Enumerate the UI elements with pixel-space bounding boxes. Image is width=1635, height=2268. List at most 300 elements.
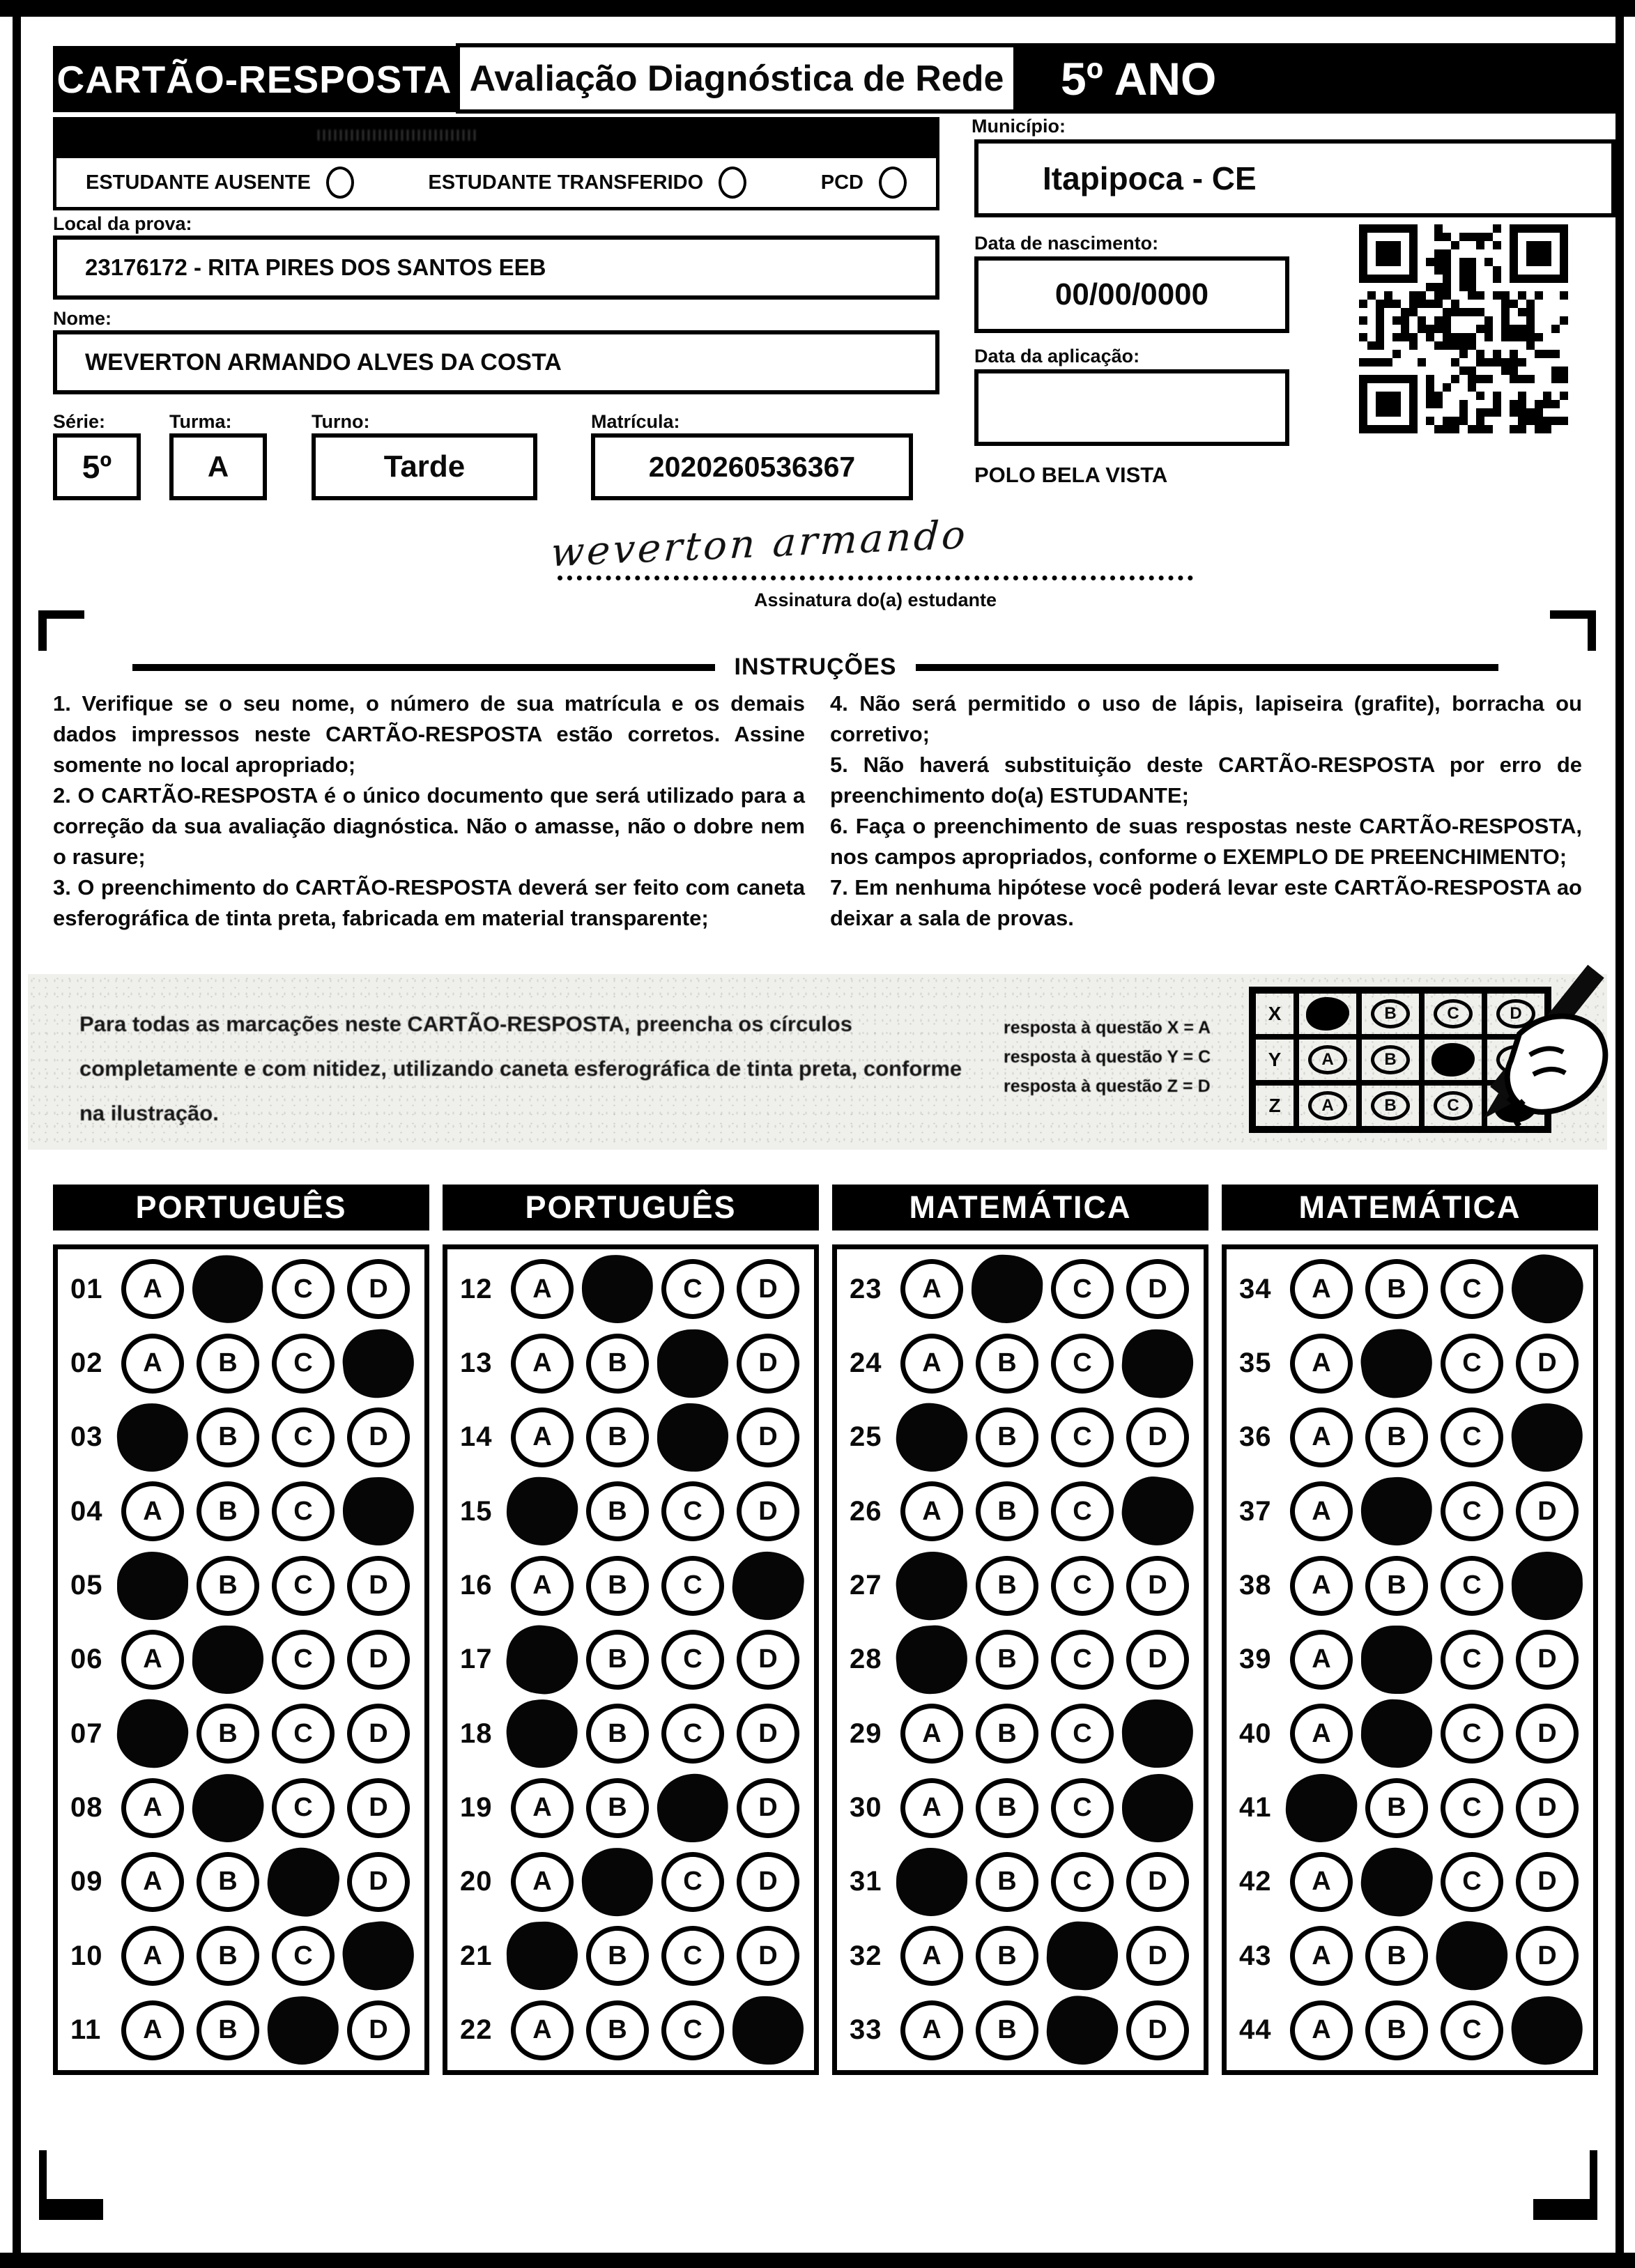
- bubble-marked-A[interactable]: [115, 1401, 191, 1474]
- option-cell: [580, 1926, 655, 1986]
- option-cell: [969, 1926, 1045, 1986]
- bubble-D[interactable]: D: [1126, 1852, 1189, 1912]
- bubble-C[interactable]: C: [1051, 1852, 1114, 1912]
- bubble-D[interactable]: D: [347, 1259, 410, 1319]
- bubble-marked-B[interactable]: [1361, 1626, 1432, 1694]
- bubble-B[interactable]: B: [586, 1778, 649, 1838]
- serie-label: Série:: [53, 411, 106, 432]
- option-cell: [580, 1848, 655, 1916]
- signature-dotted-line: [558, 576, 1193, 580]
- bubble-C[interactable]: C: [661, 1852, 724, 1912]
- bubble-marked-A[interactable]: [896, 1847, 968, 1917]
- example-option-cell: [1296, 1083, 1359, 1129]
- bubble-C[interactable]: C: [1441, 1852, 1503, 1912]
- bubble-marked-A[interactable]: [1284, 1771, 1360, 1844]
- option-cell: [190, 1255, 266, 1323]
- option-cell: [1510, 1481, 1585, 1541]
- bubble-marked-D[interactable]: [1508, 1400, 1586, 1475]
- question-row: [1239, 1848, 1593, 1916]
- bubble-D[interactable]: D: [737, 1926, 799, 1986]
- bubble-A[interactable]: A: [121, 1778, 184, 1838]
- bubble-A[interactable]: A: [511, 1259, 574, 1319]
- question-number: 36: [1239, 1421, 1272, 1453]
- bubble-A[interactable]: A: [511, 2000, 574, 2060]
- bubble-marked-C[interactable]: [265, 1993, 341, 2067]
- instructions-left-column: [53, 688, 805, 934]
- local-da-prova-label: Local da prova:: [53, 213, 192, 234]
- bubble-marked-C[interactable]: [1045, 1920, 1120, 1992]
- option-cell: [655, 1852, 730, 1912]
- bubble-marked-B[interactable]: [191, 1624, 264, 1695]
- bubble-C[interactable]: C: [1441, 2000, 1503, 2060]
- option-cell: [341, 2000, 416, 2060]
- bubble-B[interactable]: B: [586, 1481, 649, 1541]
- bubble-D[interactable]: D: [347, 1778, 410, 1838]
- option-cell: [190, 1481, 266, 1541]
- bubble-marked-C[interactable]: [1432, 1918, 1512, 1995]
- bubble-B[interactable]: B: [976, 1630, 1038, 1690]
- bubble-marked-A[interactable]: [893, 1623, 970, 1697]
- bubble-marked-B[interactable]: [189, 1771, 267, 1846]
- option-cell: [190, 2000, 266, 2060]
- bubble-marked-A[interactable]: [117, 1552, 188, 1620]
- instructions-right-column: [830, 688, 1582, 934]
- bubble-A[interactable]: A: [900, 1704, 963, 1764]
- bubble-D[interactable]: D: [1516, 1926, 1579, 1986]
- bubble-C[interactable]: C: [1441, 1481, 1503, 1541]
- option-cell: [969, 1556, 1045, 1616]
- option-cell: [730, 1704, 806, 1764]
- bubble-B[interactable]: B: [197, 1481, 259, 1541]
- option-cell: [1045, 1481, 1120, 1541]
- bubble-A[interactable]: A: [511, 1334, 574, 1394]
- status-option-circle[interactable]: [719, 167, 746, 199]
- bubble-C[interactable]: C: [1051, 1334, 1114, 1394]
- option-cell: [894, 1926, 969, 1986]
- option-cell: [730, 1996, 806, 2065]
- option-cell: [505, 1556, 580, 1616]
- bubble-C[interactable]: C: [272, 1630, 335, 1690]
- bubble-A[interactable]: A: [511, 1852, 574, 1912]
- bubble-marked-D[interactable]: [1118, 1473, 1198, 1550]
- option-cell: [1120, 1852, 1195, 1912]
- option-cell: [730, 1407, 806, 1467]
- option-cell: [1045, 1630, 1120, 1690]
- question-number: 39: [1239, 1644, 1272, 1675]
- bubble-A[interactable]: A: [900, 2000, 963, 2060]
- corner-mark-bottom-left: [39, 2150, 103, 2220]
- bubble-D[interactable]: D: [347, 1556, 410, 1616]
- bubble-B[interactable]: B: [1365, 1407, 1428, 1467]
- instructions-rule-left: [132, 664, 715, 671]
- option-cell: [730, 1552, 806, 1620]
- option-cell: [1045, 1922, 1120, 1990]
- bubble-D[interactable]: D: [1516, 1778, 1579, 1838]
- bubble-marked-B[interactable]: [970, 1254, 1043, 1325]
- bubble-marked-D[interactable]: [1121, 1773, 1194, 1843]
- option-cell: [969, 1334, 1045, 1394]
- bubble-marked-D[interactable]: [1120, 1327, 1196, 1400]
- bubble-D[interactable]: D: [1126, 1556, 1189, 1616]
- bubble-B[interactable]: B: [976, 1556, 1038, 1616]
- option-cell: [580, 1407, 655, 1467]
- polo-label: POLO BELA VISTA: [974, 463, 1168, 487]
- bubble-B[interactable]: B: [197, 2000, 259, 2060]
- bubble-marked-A[interactable]: [502, 1621, 581, 1698]
- bubble-B[interactable]: B: [197, 1334, 259, 1394]
- scan-edge-bottom: [0, 2253, 1635, 2268]
- option-cell: [655, 1259, 730, 1319]
- status-option-circle[interactable]: [326, 167, 354, 199]
- bubble-B[interactable]: B: [197, 1407, 259, 1467]
- option-cell: [505, 1407, 580, 1467]
- bubble-D[interactable]: D: [737, 1481, 799, 1541]
- instruction-item: 3. O preenchimento do CARTÃO-RESPOSTA deverá ser feito com caneta esferográfica de tinta preta, fabricada em material transparente;: [53, 875, 805, 930]
- municipio-value: Itapipoca - CE: [974, 139, 1615, 217]
- bubble-C[interactable]: C: [272, 1407, 335, 1467]
- bubble-A[interactable]: A: [1290, 1407, 1353, 1467]
- bubble-B[interactable]: B: [197, 1556, 259, 1616]
- question-number: 16: [460, 1570, 493, 1601]
- option-cell: [1359, 1778, 1434, 1838]
- question-row: [70, 1848, 424, 1916]
- example-bubble-B: B: [1371, 1045, 1410, 1074]
- bubble-D[interactable]: D: [1126, 1259, 1189, 1319]
- question-number: 17: [460, 1644, 493, 1675]
- bubble-B[interactable]: B: [1365, 1778, 1428, 1838]
- option-cell: [1434, 1334, 1510, 1394]
- bubble-D[interactable]: D: [1516, 1852, 1579, 1912]
- question-number: 32: [850, 1940, 882, 1971]
- bubble-marked-A[interactable]: [115, 1697, 191, 1771]
- option-cell: [1045, 1852, 1120, 1912]
- scan-edge-left: [13, 0, 21, 2268]
- example-bubble-D: D: [1496, 999, 1535, 1028]
- bubble-A[interactable]: A: [511, 1407, 574, 1467]
- option-cell: [1359, 1407, 1434, 1467]
- option-cell: [115, 1403, 190, 1472]
- bubble-A[interactable]: A: [1290, 1852, 1353, 1912]
- bubble-C[interactable]: C: [1051, 1481, 1114, 1541]
- bubble-D[interactable]: D: [1126, 2000, 1189, 2060]
- bubble-C[interactable]: C: [272, 1778, 335, 1838]
- bubble-marked-D[interactable]: [1121, 1698, 1195, 1770]
- option-cell: [341, 1922, 416, 1990]
- option-cell: [1359, 1699, 1434, 1768]
- question-number: 24: [850, 1348, 882, 1379]
- question-row: [70, 1699, 424, 1768]
- bubble-marked-D[interactable]: [1507, 1251, 1586, 1327]
- example-bubble-C: C: [1434, 999, 1473, 1028]
- question-row: [850, 1403, 1204, 1472]
- option-cell: [115, 1552, 190, 1620]
- bubble-A[interactable]: A: [900, 1334, 963, 1394]
- bubble-marked-A[interactable]: [892, 1548, 971, 1624]
- bubble-A[interactable]: A: [121, 2000, 184, 2060]
- bubble-A[interactable]: A: [900, 1481, 963, 1541]
- option-cell: [969, 1255, 1045, 1323]
- bubble-C[interactable]: C: [1051, 1259, 1114, 1319]
- question-number: 09: [70, 1866, 103, 1897]
- bubble-B[interactable]: B: [976, 1778, 1038, 1838]
- question-row: [460, 1626, 814, 1694]
- bubble-B[interactable]: B: [197, 1852, 259, 1912]
- bubble-A[interactable]: A: [1290, 1630, 1353, 1690]
- bubble-marked-A[interactable]: [505, 1476, 580, 1548]
- bubble-C[interactable]: C: [661, 1704, 724, 1764]
- bubble-marked-C[interactable]: [657, 1329, 729, 1398]
- option-cell: [969, 1407, 1045, 1467]
- bubble-D[interactable]: D: [737, 1704, 799, 1764]
- bubble-C[interactable]: C: [272, 1704, 335, 1764]
- option-cell: [341, 1704, 416, 1764]
- option-cell: [505, 2000, 580, 2060]
- bubble-D[interactable]: D: [1126, 1630, 1189, 1690]
- bubble-D[interactable]: D: [737, 1259, 799, 1319]
- turma-value: A: [169, 433, 267, 500]
- question-row: [70, 1255, 424, 1323]
- bubble-C[interactable]: C: [661, 1259, 724, 1319]
- status-row: [53, 155, 939, 210]
- option-cell: [1284, 1556, 1359, 1616]
- bubble-B[interactable]: B: [976, 1407, 1038, 1467]
- bubble-A[interactable]: A: [511, 1556, 574, 1616]
- answer-section-title: MATEMÁTICA: [1222, 1185, 1598, 1231]
- bubble-B[interactable]: B: [976, 1481, 1038, 1541]
- bubble-B[interactable]: B: [1365, 1926, 1428, 1986]
- bubble-B[interactable]: B: [976, 1852, 1038, 1912]
- bubble-C[interactable]: C: [661, 1926, 724, 1986]
- matricula-value: 2020260536367: [591, 433, 913, 500]
- bubble-B[interactable]: B: [197, 1926, 259, 1986]
- bubble-B[interactable]: B: [1365, 2000, 1428, 2060]
- bubble-B[interactable]: B: [976, 1334, 1038, 1394]
- data-aplicacao-value: [974, 369, 1289, 446]
- bubble-marked-B[interactable]: [580, 1846, 656, 1919]
- turma-label: Turma:: [169, 411, 232, 432]
- bubble-marked-D[interactable]: [1507, 1992, 1586, 2069]
- bubble-D[interactable]: D: [737, 1630, 799, 1690]
- bubble-D[interactable]: D: [737, 1407, 799, 1467]
- card-title: CARTÃO-RESPOSTA: [53, 46, 456, 112]
- bubble-D[interactable]: D: [737, 1852, 799, 1912]
- bubble-marked-B[interactable]: [581, 1253, 655, 1325]
- status-option-circle[interactable]: [879, 167, 907, 199]
- bubble-B[interactable]: B: [976, 2000, 1038, 2060]
- bubble-marked-D[interactable]: [339, 1326, 417, 1401]
- status-option: [86, 167, 354, 199]
- question-number: 14: [460, 1421, 493, 1453]
- question-row: [460, 1996, 814, 2065]
- bubble-C[interactable]: C: [1441, 1778, 1503, 1838]
- bubble-marked-C[interactable]: [654, 1771, 732, 1846]
- bubble-marked-C[interactable]: [263, 1843, 344, 1920]
- bubble-marked-A[interactable]: [505, 1921, 578, 1992]
- bubble-D[interactable]: D: [1516, 1630, 1579, 1690]
- nome-label: Nome:: [53, 308, 112, 329]
- question-row: [70, 1329, 424, 1398]
- option-cell: [1434, 1778, 1510, 1838]
- bubble-D[interactable]: D: [1516, 1481, 1579, 1541]
- option-cell: [266, 1996, 341, 2065]
- option-cell: [1045, 1259, 1120, 1319]
- bubble-B[interactable]: B: [197, 1704, 259, 1764]
- bubble-C[interactable]: C: [1441, 1704, 1503, 1764]
- bubble-A[interactable]: A: [1290, 2000, 1353, 2060]
- option-cell: [1510, 1704, 1585, 1764]
- option-cell: [266, 1407, 341, 1467]
- bubble-marked-B[interactable]: [1357, 1325, 1437, 1402]
- bubble-C[interactable]: C: [1441, 1630, 1503, 1690]
- bubble-C[interactable]: C: [1051, 1630, 1114, 1690]
- bubble-C[interactable]: C: [1441, 1334, 1503, 1394]
- option-cell: [1120, 1774, 1195, 1842]
- bubble-marked-D[interactable]: [730, 1548, 806, 1623]
- option-cell: [1284, 1852, 1359, 1912]
- grade-label: 5º ANO: [1018, 43, 1615, 114]
- question-row: [1239, 1403, 1593, 1472]
- bubble-C[interactable]: C: [661, 1630, 724, 1690]
- bubble-marked-D[interactable]: [339, 1918, 417, 1994]
- bubble-A[interactable]: A: [121, 1334, 184, 1394]
- question-number: 28: [850, 1644, 882, 1675]
- bubble-C[interactable]: C: [272, 1926, 335, 1986]
- nome-value: WEVERTON ARMANDO ALVES DA COSTA: [53, 330, 939, 394]
- option-cell: [190, 1556, 266, 1616]
- question-number: 11: [70, 2014, 102, 2046]
- bubble-C[interactable]: C: [272, 1481, 335, 1541]
- bubble-marked-C[interactable]: [1044, 1993, 1121, 2067]
- question-number: 03: [70, 1421, 103, 1453]
- bubble-C[interactable]: C: [1051, 1778, 1114, 1838]
- option-cell: [730, 1926, 806, 1986]
- bubble-B[interactable]: B: [1365, 1259, 1428, 1319]
- bubble-D[interactable]: D: [347, 1704, 410, 1764]
- option-cell: [505, 1922, 580, 1990]
- example-bubble-filled-A: [1306, 997, 1349, 1031]
- bubble-A[interactable]: A: [121, 1259, 184, 1319]
- option-cell: [115, 1334, 190, 1394]
- instructions-header: [132, 654, 1498, 681]
- question-number: 34: [1239, 1273, 1272, 1304]
- status-option: [821, 167, 907, 199]
- bubble-B[interactable]: B: [586, 2000, 649, 2060]
- bubble-A[interactable]: A: [1290, 1481, 1353, 1541]
- bubble-D[interactable]: D: [1126, 1926, 1189, 1986]
- bubble-C[interactable]: C: [1441, 1556, 1503, 1616]
- bubble-B[interactable]: B: [586, 1926, 649, 1986]
- bubble-D[interactable]: D: [347, 1407, 410, 1467]
- bubble-marked-B[interactable]: [188, 1251, 268, 1328]
- bubble-D[interactable]: D: [1516, 1334, 1579, 1394]
- bubble-C[interactable]: C: [1441, 1407, 1503, 1467]
- bubble-A[interactable]: A: [121, 1630, 184, 1690]
- bubble-C[interactable]: C: [272, 1259, 335, 1319]
- bubble-C[interactable]: C: [661, 1556, 724, 1616]
- bubble-marked-B[interactable]: [1358, 1844, 1436, 1920]
- bubble-C[interactable]: C: [661, 2000, 724, 2060]
- bubble-marked-C[interactable]: [657, 1403, 729, 1472]
- bubble-B[interactable]: B: [586, 1704, 649, 1764]
- option-cell: [894, 2000, 969, 2060]
- bubble-B[interactable]: B: [586, 1556, 649, 1616]
- question-row: [70, 1996, 424, 2065]
- question-row: [850, 1255, 1204, 1323]
- bubble-C[interactable]: C: [1441, 1259, 1503, 1319]
- bubble-B[interactable]: B: [976, 1926, 1038, 1986]
- bubble-D[interactable]: D: [737, 1334, 799, 1394]
- option-cell: [1359, 1848, 1434, 1916]
- bubble-A[interactable]: A: [1290, 1259, 1353, 1319]
- question-row: [460, 1477, 814, 1545]
- bubble-D[interactable]: D: [1126, 1407, 1189, 1467]
- bubble-A[interactable]: A: [1290, 1556, 1353, 1616]
- bubble-B[interactable]: B: [1365, 1556, 1428, 1616]
- bubble-D[interactable]: D: [347, 2000, 410, 2060]
- bubble-A[interactable]: A: [1290, 1926, 1353, 1986]
- bubble-D[interactable]: D: [1516, 1704, 1579, 1764]
- answer-grid: [443, 1244, 819, 2075]
- data-nascimento-label: Data de nascimento:: [974, 233, 1159, 254]
- bubble-A[interactable]: A: [900, 1778, 963, 1838]
- bubble-marked-A[interactable]: [502, 1695, 583, 1773]
- example-bubble-B: B: [1371, 1091, 1410, 1120]
- bubble-marked-A[interactable]: [893, 1400, 971, 1475]
- option-cell: [1284, 1481, 1359, 1541]
- bubble-B[interactable]: B: [586, 1630, 649, 1690]
- bubble-marked-B[interactable]: [1360, 1699, 1433, 1770]
- bubble-A[interactable]: A: [121, 1852, 184, 1912]
- bubble-C[interactable]: C: [661, 1481, 724, 1541]
- bubble-A[interactable]: A: [900, 1926, 963, 1986]
- bubble-D[interactable]: D: [737, 1778, 799, 1838]
- answer-section: [1222, 1185, 1598, 2075]
- bubble-A[interactable]: A: [900, 1259, 963, 1319]
- bubble-marked-B[interactable]: [1359, 1475, 1435, 1548]
- bubble-A[interactable]: A: [1290, 1704, 1353, 1764]
- bubble-D[interactable]: D: [347, 1852, 410, 1912]
- option-cell: [1510, 1403, 1585, 1472]
- question-number: 04: [70, 1495, 103, 1527]
- bubble-C[interactable]: C: [1051, 1556, 1114, 1616]
- bubble-marked-D[interactable]: [732, 1996, 804, 2065]
- bubble-A[interactable]: A: [121, 1926, 184, 1986]
- bubble-C[interactable]: C: [272, 1334, 335, 1394]
- bubble-B[interactable]: B: [976, 1704, 1038, 1764]
- exam-title: Avaliação Diagnóstica de Rede: [456, 43, 1018, 114]
- bubble-C[interactable]: C: [1051, 1704, 1114, 1764]
- bubble-A[interactable]: A: [511, 1778, 574, 1838]
- bubble-C[interactable]: C: [1051, 1407, 1114, 1467]
- option-cell: [894, 1552, 969, 1620]
- bubble-marked-D[interactable]: [341, 1476, 415, 1548]
- bubble-D[interactable]: D: [347, 1630, 410, 1690]
- option-cell: [969, 1778, 1045, 1838]
- question-number: 42: [1239, 1866, 1272, 1897]
- option-cell: [190, 1704, 266, 1764]
- bubble-C[interactable]: C: [272, 1556, 335, 1616]
- bubble-B[interactable]: B: [586, 1407, 649, 1467]
- option-cell: [1359, 1329, 1434, 1398]
- bubble-marked-D[interactable]: [1510, 1550, 1583, 1621]
- municipio-label: Município:: [972, 116, 1066, 137]
- option-cell: [655, 1926, 730, 1986]
- bubble-B[interactable]: B: [586, 1334, 649, 1394]
- bubble-A[interactable]: A: [121, 1481, 184, 1541]
- answer-section-title: MATEMÁTICA: [832, 1185, 1208, 1231]
- question-row: [850, 1774, 1204, 1842]
- bubble-A[interactable]: A: [1290, 1334, 1353, 1394]
